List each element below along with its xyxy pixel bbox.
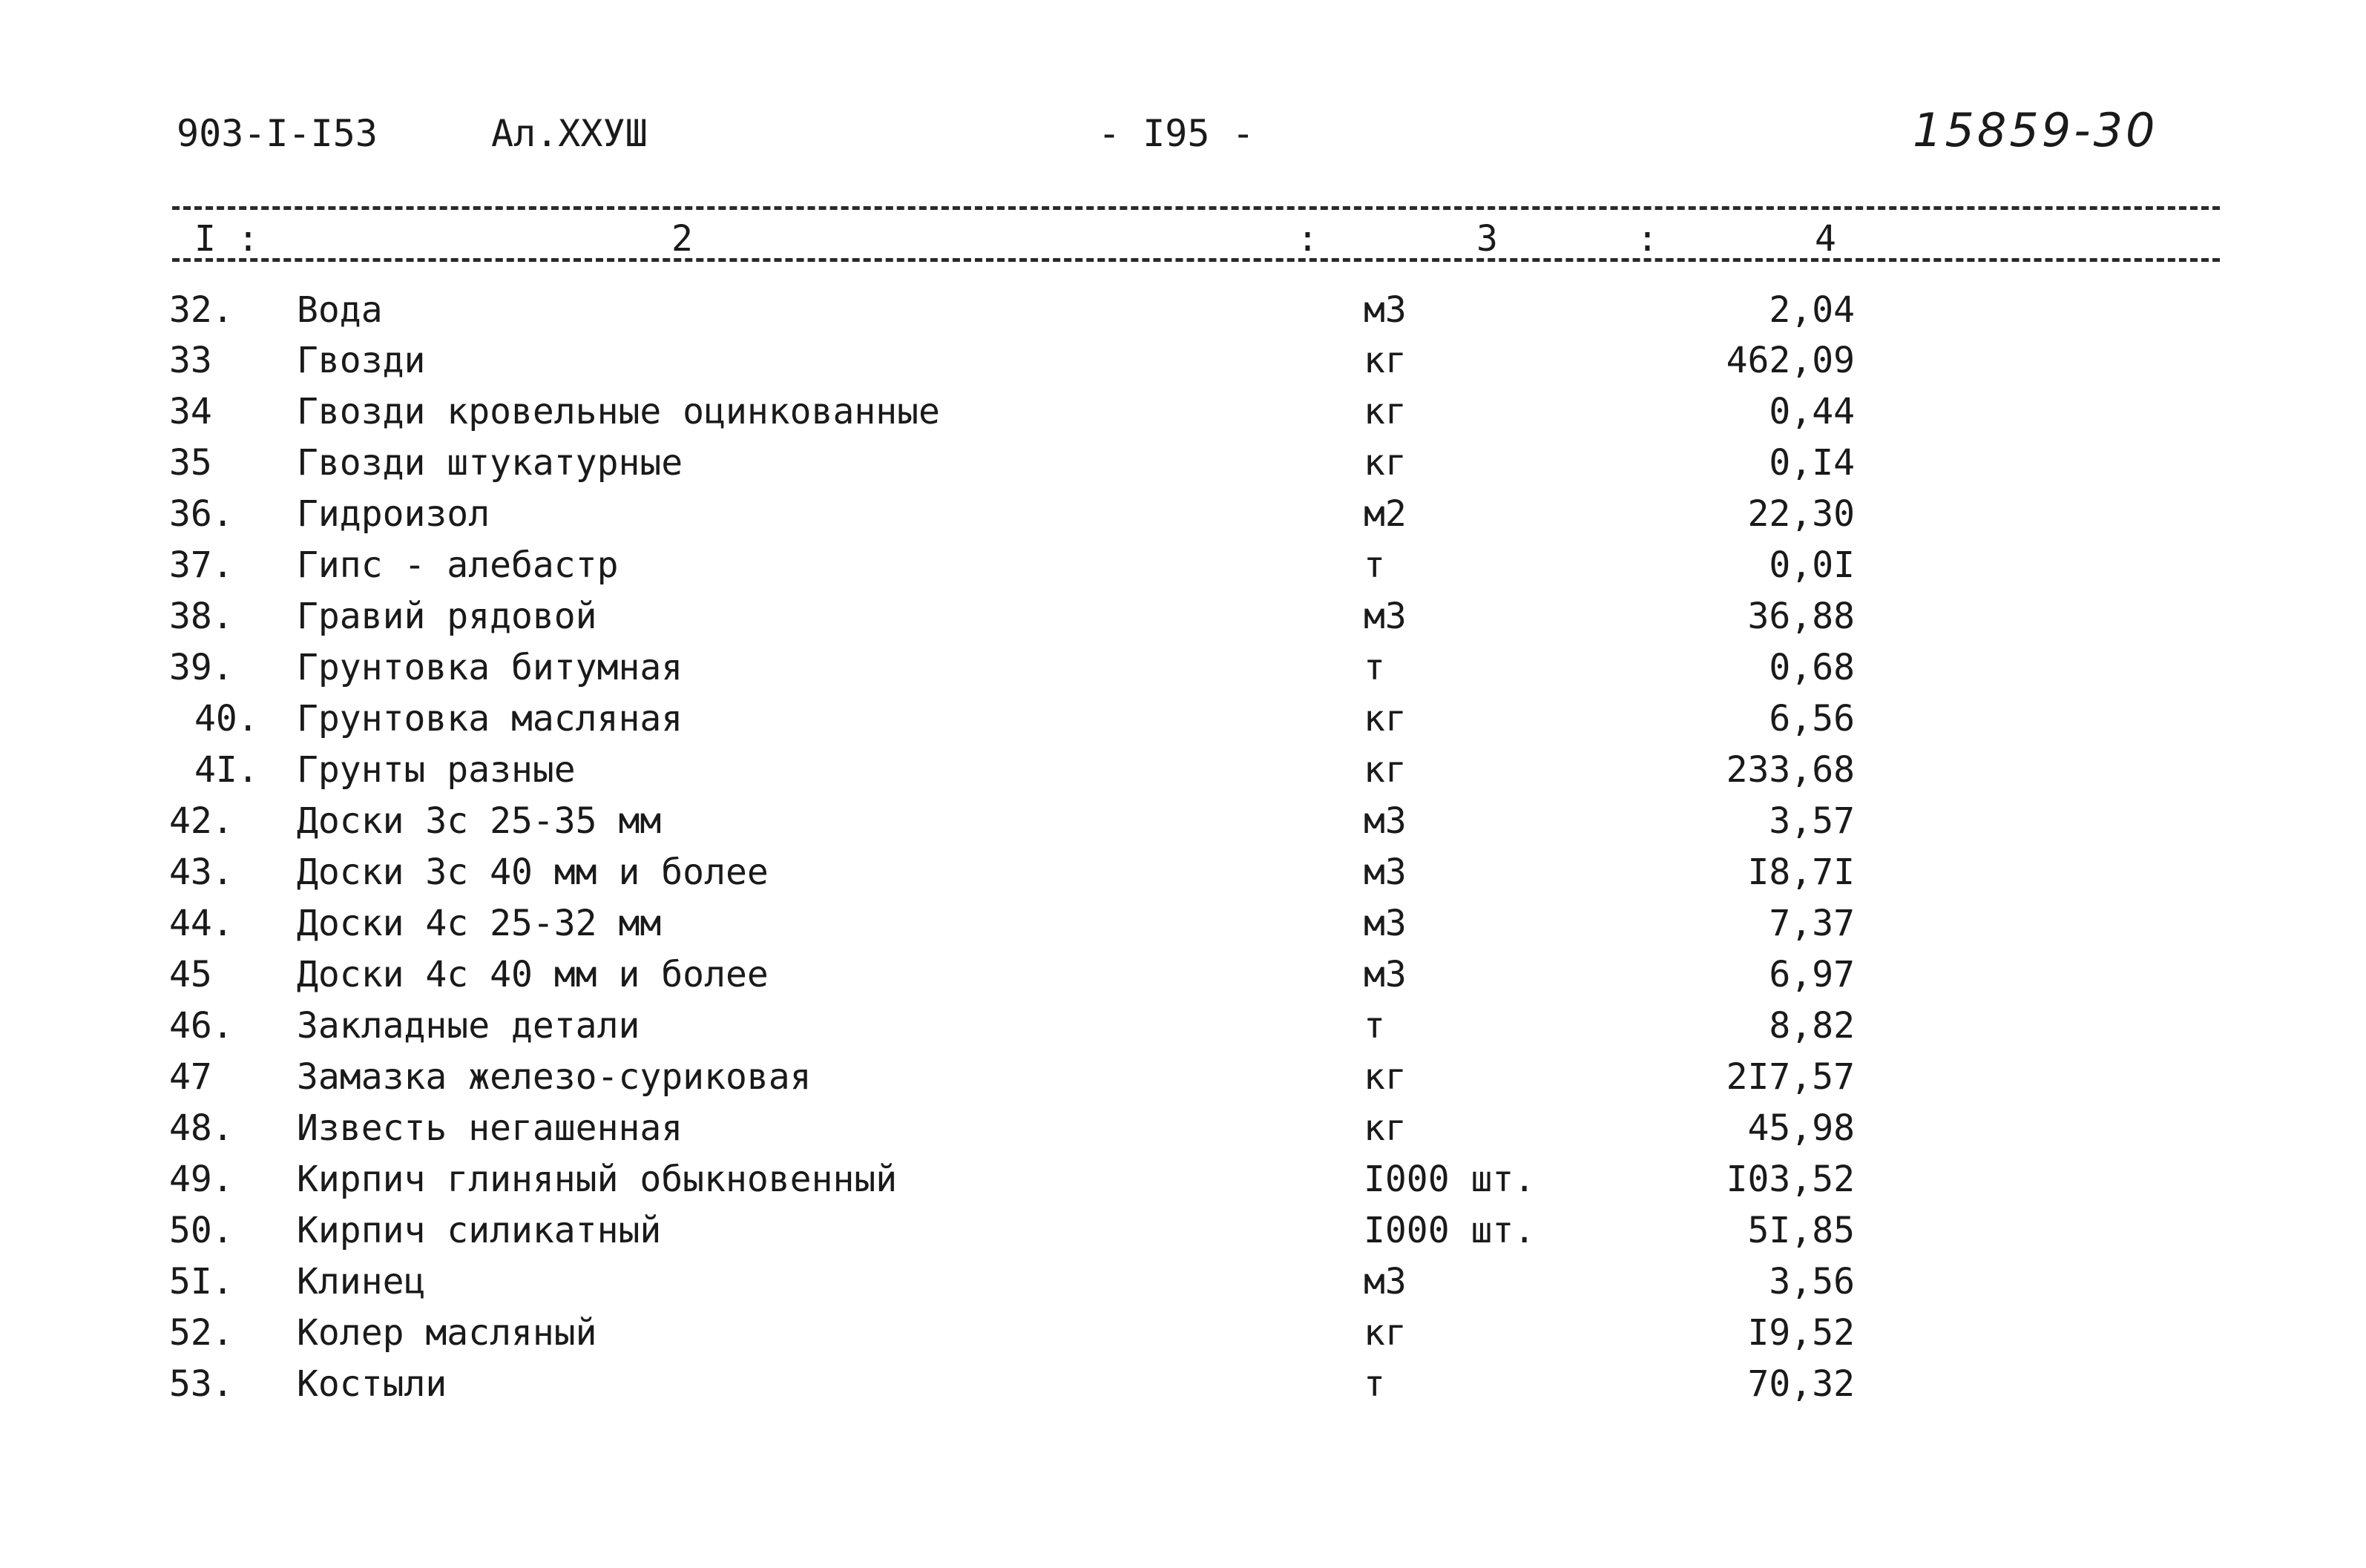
table-row (0, 489, 2366, 539)
row-number: 34 (169, 391, 212, 432)
header-rule-bottom (172, 258, 2220, 262)
material-name: Гвозди кровельные оцинкованные (297, 391, 940, 432)
unit: т (1364, 1363, 1385, 1405)
unit: кг (1364, 1107, 1407, 1149)
material-name: Доски 3с 25-35 мм (297, 800, 662, 842)
unit: кг (1364, 698, 1407, 739)
material-name: Доски 4с 40 мм и более (297, 954, 769, 995)
row-number: 49. (169, 1159, 234, 1200)
row-number: 44. (169, 903, 234, 944)
table-row (0, 1205, 2366, 1256)
table-row (0, 438, 2366, 488)
quantity: 6,97 (1769, 954, 1855, 995)
quantity: 5I,85 (1747, 1210, 1855, 1251)
row-number: 40. (194, 698, 259, 739)
unit: т (1364, 544, 1385, 586)
column-3-label: 3 (1476, 218, 1498, 260)
material-name: Вода (297, 289, 383, 331)
table-row (0, 1256, 2366, 1307)
row-number: 32. (169, 289, 234, 331)
unit: кг (1364, 749, 1407, 791)
table-row (0, 591, 2366, 642)
unit: кг (1364, 391, 1407, 432)
quantity: 2,04 (1769, 289, 1855, 331)
unit: кг (1364, 340, 1407, 381)
material-name: Грунты разные (297, 749, 576, 791)
quantity: 0,0I (1769, 544, 1855, 586)
material-name: Кирпич глиняный обыкновенный (297, 1159, 898, 1200)
quantity: 3,57 (1769, 800, 1855, 842)
row-number: 45 (169, 954, 212, 995)
unit: т (1364, 1005, 1385, 1047)
material-name: Замазка железо-суриковая (297, 1056, 812, 1098)
document-code: 903-I-I53 (177, 112, 378, 155)
unit: т (1364, 647, 1385, 688)
row-number: 35 (169, 442, 212, 484)
unit: I000 шт. (1364, 1159, 1536, 1200)
quantity: 2I7,57 (1726, 1056, 1855, 1098)
row-number: 43. (169, 851, 234, 893)
quantity: 233,68 (1726, 749, 1855, 791)
page-number: - I95 - (1098, 112, 1255, 155)
quantity: 3,56 (1769, 1261, 1855, 1302)
material-name: Закладные детали (297, 1005, 640, 1047)
material-name: Колер масляный (297, 1312, 597, 1354)
unit: м3 (1364, 903, 1407, 944)
quantity: 36,88 (1747, 596, 1855, 637)
table-row (0, 335, 2366, 386)
row-number: 46. (169, 1005, 234, 1047)
unit: м3 (1364, 1261, 1407, 1302)
unit: м3 (1364, 954, 1407, 995)
quantity: 22,30 (1747, 493, 1855, 535)
column-4-label: 4 (1815, 218, 1836, 260)
column-separator: : (1297, 218, 1318, 260)
unit: м3 (1364, 851, 1407, 893)
material-name: Костыли (297, 1363, 447, 1405)
row-number: 47 (169, 1056, 212, 1098)
table-row (0, 285, 2366, 335)
row-number: 50. (169, 1210, 234, 1251)
inventory-number: 15859-30 (1913, 103, 2158, 157)
quantity: 462,09 (1726, 340, 1855, 381)
material-name: Гвозди штукатурные (297, 442, 683, 484)
material-name: Гравий рядовой (297, 596, 597, 637)
quantity: 6,56 (1769, 698, 1855, 739)
material-name: Гипс - алебастр (297, 544, 619, 586)
unit: м3 (1364, 800, 1407, 842)
quantity: I9,52 (1747, 1312, 1855, 1354)
column-separator: : (1637, 218, 1658, 260)
quantity: 8,82 (1769, 1005, 1855, 1047)
column-2-label: 2 (671, 218, 693, 260)
quantity: I03,52 (1726, 1159, 1855, 1200)
material-name: Клинец (297, 1261, 426, 1302)
table-row (0, 1308, 2366, 1358)
unit: кг (1364, 1312, 1407, 1354)
quantity: 7,37 (1769, 903, 1855, 944)
header-rule-top (172, 206, 2220, 210)
unit: м3 (1364, 289, 1407, 331)
row-number: 53. (169, 1363, 234, 1405)
quantity: 45,98 (1747, 1107, 1855, 1149)
album-label: Ал.XXУШ (491, 112, 648, 155)
row-number: 42. (169, 800, 234, 842)
unit: кг (1364, 1056, 1407, 1098)
unit: кг (1364, 442, 1407, 484)
material-name: Грунтовка битумная (297, 647, 683, 688)
row-number: 52. (169, 1312, 234, 1354)
row-number: 36. (169, 493, 234, 535)
row-number: 33 (169, 340, 212, 381)
row-number: 37. (169, 544, 234, 586)
row-number: 5I. (169, 1261, 234, 1302)
table-row (0, 898, 2366, 949)
quantity: 0,I4 (1769, 442, 1855, 484)
quantity: 70,32 (1747, 1363, 1855, 1405)
material-name: Доски 3с 40 мм и более (297, 851, 769, 893)
quantity: I8,7I (1747, 851, 1855, 893)
column-1-label: I (194, 218, 216, 260)
unit: м2 (1364, 493, 1407, 535)
table-row (0, 1001, 2366, 1051)
table-row (0, 949, 2366, 1000)
material-name: Кирпич силикатный (297, 1210, 662, 1251)
unit: I000 шт. (1364, 1210, 1536, 1251)
table-row (0, 1154, 2366, 1205)
table-row (0, 386, 2366, 437)
row-number: 38. (169, 596, 234, 637)
material-name: Гвозди (297, 340, 426, 381)
row-number: 4I. (194, 749, 259, 791)
material-name: Грунтовка масляная (297, 698, 683, 739)
table-row (0, 1359, 2366, 1409)
row-number: 48. (169, 1107, 234, 1149)
column-separator: : (237, 218, 259, 260)
table-row (0, 540, 2366, 590)
material-name: Известь негашенная (297, 1107, 683, 1149)
table-row (0, 694, 2366, 744)
table-row (0, 642, 2366, 693)
table-row (0, 1052, 2366, 1102)
table-row (0, 847, 2366, 897)
material-name: Гидроизол (297, 493, 490, 535)
unit: м3 (1364, 596, 1407, 637)
quantity: 0,68 (1769, 647, 1855, 688)
table-row (0, 1103, 2366, 1153)
table-row (0, 745, 2366, 795)
row-number: 39. (169, 647, 234, 688)
material-name: Доски 4с 25-32 мм (297, 903, 662, 944)
table-row (0, 796, 2366, 846)
quantity: 0,44 (1769, 391, 1855, 432)
